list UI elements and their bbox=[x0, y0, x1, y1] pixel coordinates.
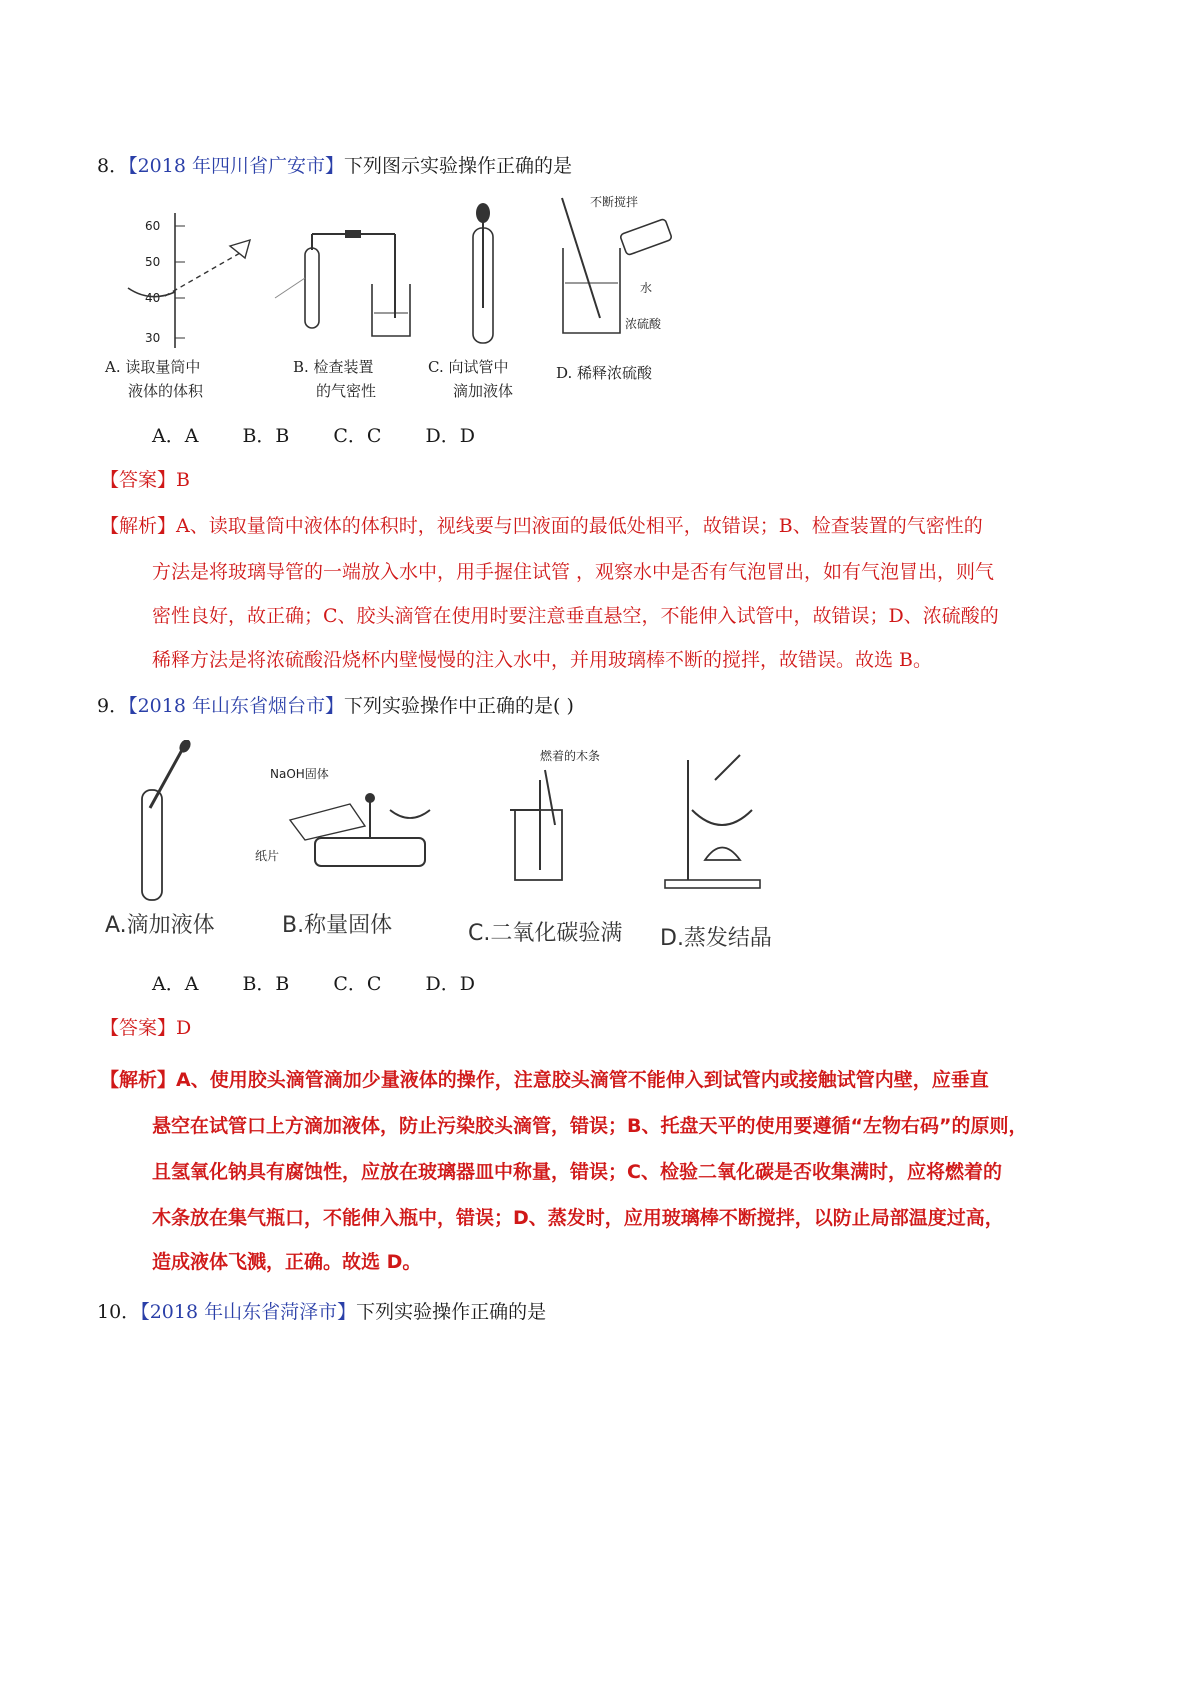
question-8-explanation-line-1 bbox=[100, 512, 983, 540]
tick-50: 50 bbox=[145, 255, 161, 269]
fig-caption-b2: 的气密性 bbox=[316, 382, 377, 400]
question-9-figure bbox=[100, 740, 820, 960]
question-text: 下列实验操作正确的是 bbox=[356, 1301, 547, 1323]
answer-value: B bbox=[176, 469, 190, 491]
eye-icon bbox=[230, 240, 250, 258]
graduated-cylinder-figure bbox=[104, 213, 250, 400]
label-water: 水 bbox=[640, 281, 653, 295]
evaporation-figure bbox=[660, 755, 772, 951]
question-number: 10． bbox=[97, 1301, 141, 1323]
question-8-stem bbox=[97, 152, 572, 180]
fig-caption-c1: C. 向试管中 bbox=[428, 358, 509, 376]
airtightness-figure bbox=[275, 230, 410, 400]
fig-caption-b1: B. 检查装置 bbox=[293, 358, 374, 376]
question-9-explanation-line-5: 造成液体飞溅，正确。故选 D。 bbox=[152, 1251, 422, 1273]
option-d: D．D bbox=[425, 425, 475, 447]
fig-caption-a1: A. 读取量筒中 bbox=[105, 358, 201, 376]
source-bracket: 【2018 年山东省菏泽市】 bbox=[140, 1301, 357, 1323]
option-b: B．B bbox=[242, 425, 290, 447]
question-number: 9． bbox=[97, 695, 129, 717]
question-number: 8． bbox=[97, 155, 129, 177]
question-10-stem bbox=[97, 1298, 546, 1326]
explanation-text: A、读取量筒中液体的体积时，视线要与凹液面的最低处相平，故错误；B、检查装置的气密性的 bbox=[176, 515, 983, 537]
question-9-stem bbox=[97, 692, 574, 720]
question-9-answer bbox=[100, 1014, 191, 1042]
option-a: A．A bbox=[152, 425, 199, 447]
label-naoh: NaOH固体 bbox=[270, 767, 329, 781]
label-burning-stick: 燃着的木条 bbox=[540, 749, 601, 763]
test-tube-dropper-figure bbox=[105, 740, 215, 938]
question-8-explanation-line-2: 方法是将玻璃导管的一端放入水中，用手握住试管 ，观察水中是否有气泡冒出，如有气泡冒出，则气 bbox=[152, 561, 995, 583]
fig-caption-d: D.蒸发结晶 bbox=[660, 926, 772, 951]
fig-caption-a: A.滴加液体 bbox=[105, 913, 215, 938]
answer-value: D bbox=[176, 1017, 192, 1039]
gas-bottle-figure bbox=[468, 748, 622, 946]
question-9-explanation-line-4: 木条放在集气瓶口，不能伸入瓶中，错误；D、蒸发时，应用玻璃棒不断搅拌，以防止局部温度过高， bbox=[152, 1207, 1004, 1229]
label-acid: 浓硫酸 bbox=[625, 317, 662, 331]
question-8-answer bbox=[100, 466, 190, 494]
question-9-explanation-line-3: 且氢氧化钠具有腐蚀性，应放在玻璃器皿中称量，错误；C、检验二氧化碳是否收集满时，应将燃着的 bbox=[152, 1161, 1002, 1183]
label-stir: 不断搅拌 bbox=[590, 195, 639, 209]
question-9-options bbox=[152, 970, 519, 998]
explanation-text: A、使用胶头滴管滴加少量液体的操作，注意胶头滴管不能伸入到试管内或接触试管内壁，应垂直 bbox=[176, 1069, 989, 1091]
question-9-explanation-line-1 bbox=[100, 1066, 989, 1094]
explanation-tag: 【解析】 bbox=[100, 515, 177, 537]
fig-caption-a2: 液体的体积 bbox=[128, 382, 204, 400]
source-bracket: 【2018 年山东省烟台市】 bbox=[128, 695, 344, 717]
fig-caption-d1: D. 稀释浓硫酸 bbox=[556, 364, 653, 382]
fig-caption-c: C.二氧化碳验满 bbox=[468, 921, 623, 946]
fig-caption-b: B.称量固体 bbox=[282, 913, 393, 938]
option-c: C．C bbox=[333, 973, 382, 995]
question-8-figure bbox=[100, 188, 700, 418]
option-d: D．D bbox=[425, 973, 475, 995]
answer-tag: 【答案】 bbox=[100, 469, 177, 491]
label-paper: 纸片 bbox=[255, 849, 280, 863]
question-8-explanation-line-4: 稀释方法是将浓硫酸沿烧杯内壁慢慢的注入水中，并用玻璃棒不断的搅拌，故错误。故选 B。 bbox=[152, 649, 933, 671]
tick-60: 60 bbox=[145, 219, 161, 233]
question-text: 下列图示实验操作正确的是 bbox=[344, 155, 573, 177]
option-a: A．A bbox=[152, 973, 199, 995]
option-b: B．B bbox=[242, 973, 290, 995]
question-9-explanation-line-2: 悬空在试管口上方滴加液体，防止污染胶头滴管，错误；B、托盘天平的使用要遵循“左物右码”的原则， bbox=[152, 1115, 1028, 1137]
dilution-figure bbox=[556, 194, 672, 382]
question-8-explanation-line-3: 密性良好，故正确；C、胶头滴管在使用时要注意垂直悬空，不能伸入试管中，故错误；D、浓硫酸的 bbox=[152, 605, 999, 627]
question-text: 下列实验操作中正确的是( ) bbox=[344, 695, 574, 717]
source-bracket: 【2018 年四川省广安市】 bbox=[128, 155, 344, 177]
tick-30: 30 bbox=[145, 331, 161, 345]
option-c: C．C bbox=[333, 425, 382, 447]
fig-caption-c2: 滴加液体 bbox=[453, 382, 514, 400]
answer-tag: 【答案】 bbox=[100, 1017, 177, 1039]
tick-40: 40 bbox=[145, 291, 161, 305]
question-8-options bbox=[152, 422, 519, 450]
explanation-tag: 【解析】 bbox=[100, 1069, 177, 1091]
dropper-figure bbox=[428, 203, 513, 400]
balance-figure bbox=[255, 766, 430, 938]
